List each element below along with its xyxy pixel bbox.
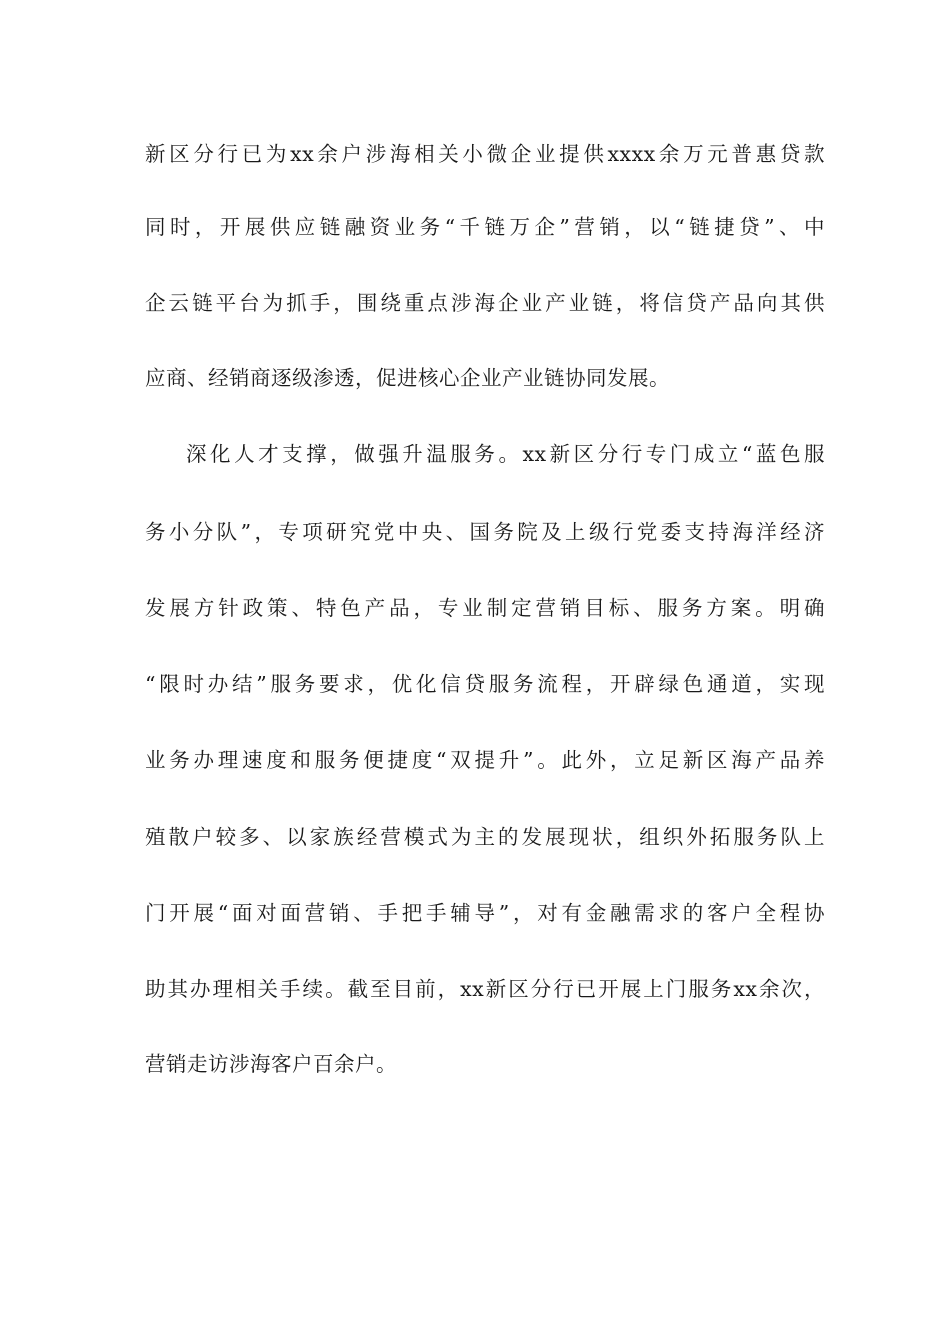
text-line: 深化人才支撑，做强升温服务。xx新区分行专门成立“蓝色服 [186,442,825,466]
text-line: 门开展“面对面营销、手把手辅导”，对有金融需求的客户全程协 [145,901,825,925]
text-line: 助其办理相关手续。截至目前，xx新区分行已开展上门服务xx余次， [145,977,825,1001]
text-line: 发展方针政策、特色产品，专业制定营销目标、服务方案。明确 [145,596,825,620]
text-line: 新区分行已为xx余户涉海相关小微企业提供xxxx余万元普惠贷款 [145,142,825,166]
text-line: “限时办结”服务要求，优化信贷服务流程，开辟绿色通道，实现 [145,672,825,696]
text-line: 殖散户较多、以家族经营模式为主的发展现状，组织外拓服务队上 [145,825,825,849]
text-line: 企云链平台为抓手，围绕重点涉海企业产业链，将信贷产品向其供 [145,291,825,315]
text-line: 业务办理速度和服务便捷度“双提升”。此外，立足新区海产品养 [145,748,825,772]
text-line: 营销走访涉海客户百余户。 [145,1052,397,1076]
text-line: 应商、经销商逐级渗透，促进核心企业产业链协同发展。 [145,366,670,390]
text-line: 务小分队”，专项研究党中央、国务院及上级行党委支持海洋经济 [145,520,825,544]
text-line: 同时，开展供应链融资业务“千链万企”营销，以“链捷贷”、中 [145,215,825,239]
